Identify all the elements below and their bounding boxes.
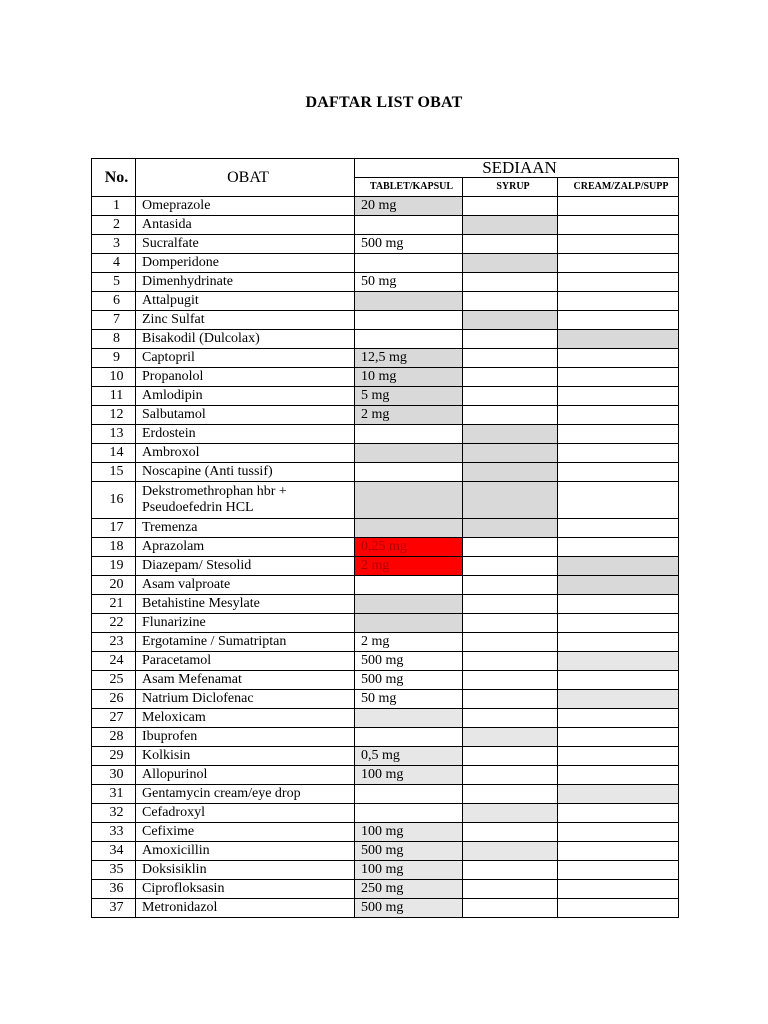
syrup-cell (463, 387, 558, 406)
table-row (92, 785, 679, 804)
drug-name: Zinc Sulfat (136, 311, 355, 330)
table-row (92, 519, 679, 538)
cream-zalp-supp-cell (558, 728, 679, 747)
table-row (92, 861, 679, 880)
table-row (92, 557, 679, 576)
drug-name: Attalpugit (136, 292, 355, 311)
table-row (92, 349, 679, 368)
row-number: 28 (92, 728, 136, 747)
row-number: 25 (92, 671, 136, 690)
cream-zalp-supp-cell (558, 538, 679, 557)
syrup-cell (463, 709, 558, 728)
cream-zalp-supp-cell (558, 766, 679, 785)
row-number: 23 (92, 633, 136, 652)
cream-zalp-supp-cell (558, 880, 679, 899)
tablet-kapsul-cell: 10 mg (355, 368, 463, 387)
cream-zalp-supp-cell (558, 406, 679, 425)
cream-zalp-supp-cell (558, 595, 679, 614)
drug-name: Asam valproate (136, 576, 355, 595)
drug-name: Dekstromethrophan hbr + Pseudoefedrin HCL (136, 482, 355, 519)
syrup-cell (463, 861, 558, 880)
cream-zalp-supp-cell (558, 463, 679, 482)
cream-zalp-supp-cell (558, 444, 679, 463)
table-row (92, 709, 679, 728)
tablet-kapsul-cell: 5 mg (355, 387, 463, 406)
syrup-cell (463, 747, 558, 766)
header-tablet-kapsul: TABLET/KAPSUL (355, 178, 463, 197)
cream-zalp-supp-cell (558, 842, 679, 861)
row-number: 7 (92, 311, 136, 330)
drug-name: Paracetamol (136, 652, 355, 671)
row-number: 12 (92, 406, 136, 425)
syrup-cell (463, 482, 558, 519)
drug-name: Amlodipin (136, 387, 355, 406)
table-header (92, 159, 679, 197)
row-number: 26 (92, 690, 136, 709)
cream-zalp-supp-cell (558, 557, 679, 576)
drug-name: Sucralfate (136, 235, 355, 254)
syrup-cell (463, 804, 558, 823)
tablet-kapsul-cell (355, 216, 463, 235)
drug-name: Cefadroxyl (136, 804, 355, 823)
row-number: 2 (92, 216, 136, 235)
syrup-cell (463, 557, 558, 576)
drug-name: Kolkisin (136, 747, 355, 766)
syrup-cell (463, 216, 558, 235)
tablet-kapsul-cell (355, 330, 463, 349)
row-number: 29 (92, 747, 136, 766)
table-body (92, 197, 679, 918)
row-number: 32 (92, 804, 136, 823)
drug-list-table (91, 158, 679, 918)
table-row (92, 728, 679, 747)
row-number: 36 (92, 880, 136, 899)
row-number: 22 (92, 614, 136, 633)
row-number: 27 (92, 709, 136, 728)
cream-zalp-supp-cell (558, 709, 679, 728)
row-number: 3 (92, 235, 136, 254)
table-row (92, 614, 679, 633)
syrup-cell (463, 273, 558, 292)
drug-name: Captopril (136, 349, 355, 368)
drug-name: Metronidazol (136, 899, 355, 918)
row-number: 17 (92, 519, 136, 538)
table-row (92, 671, 679, 690)
table-row (92, 633, 679, 652)
drug-name: Omeprazole (136, 197, 355, 216)
tablet-kapsul-cell (355, 576, 463, 595)
tablet-kapsul-cell (355, 254, 463, 273)
table-row (92, 254, 679, 273)
syrup-cell (463, 444, 558, 463)
drug-name: Tremenza (136, 519, 355, 538)
row-number: 34 (92, 842, 136, 861)
syrup-cell (463, 728, 558, 747)
syrup-cell (463, 823, 558, 842)
row-number: 31 (92, 785, 136, 804)
tablet-kapsul-cell (355, 463, 463, 482)
cream-zalp-supp-cell (558, 349, 679, 368)
drug-name: Dimenhydrinate (136, 273, 355, 292)
row-number: 19 (92, 557, 136, 576)
drug-name: Ergotamine / Sumatriptan (136, 633, 355, 652)
table-row (92, 899, 679, 918)
cream-zalp-supp-cell (558, 368, 679, 387)
row-number: 15 (92, 463, 136, 482)
cream-zalp-supp-cell (558, 254, 679, 273)
table-row (92, 747, 679, 766)
row-number: 14 (92, 444, 136, 463)
table-row (92, 368, 679, 387)
syrup-cell (463, 842, 558, 861)
syrup-cell (463, 311, 558, 330)
table-row (92, 482, 679, 519)
row-number: 5 (92, 273, 136, 292)
table-row (92, 216, 679, 235)
tablet-kapsul-cell: 50 mg (355, 690, 463, 709)
row-number: 20 (92, 576, 136, 595)
cream-zalp-supp-cell (558, 330, 679, 349)
tablet-kapsul-cell (355, 311, 463, 330)
table-row (92, 444, 679, 463)
drug-name: Antasida (136, 216, 355, 235)
cream-zalp-supp-cell (558, 519, 679, 538)
syrup-cell (463, 330, 558, 349)
drug-name: Domperidone (136, 254, 355, 273)
tablet-kapsul-cell: 100 mg (355, 823, 463, 842)
table-row (92, 235, 679, 254)
drug-name: Cefixime (136, 823, 355, 842)
cream-zalp-supp-cell (558, 804, 679, 823)
drug-name: Erdostein (136, 425, 355, 444)
cream-zalp-supp-cell (558, 387, 679, 406)
drug-name: Ibuprofen (136, 728, 355, 747)
cream-zalp-supp-cell (558, 482, 679, 519)
table-row (92, 273, 679, 292)
table-row (92, 595, 679, 614)
syrup-cell (463, 368, 558, 387)
drug-name: Ambroxol (136, 444, 355, 463)
header-syrup: SYRUP (463, 178, 558, 197)
row-number: 11 (92, 387, 136, 406)
cream-zalp-supp-cell (558, 576, 679, 595)
row-number: 16 (92, 482, 136, 519)
cream-zalp-supp-cell (558, 197, 679, 216)
drug-name: Salbutamol (136, 406, 355, 425)
table-row (92, 425, 679, 444)
cream-zalp-supp-cell (558, 633, 679, 652)
tablet-kapsul-cell: 100 mg (355, 766, 463, 785)
table-row (92, 538, 679, 557)
row-number: 13 (92, 425, 136, 444)
syrup-cell (463, 349, 558, 368)
syrup-cell (463, 235, 558, 254)
drug-name: Natrium Diclofenac (136, 690, 355, 709)
table-row (92, 766, 679, 785)
drug-name: Flunarizine (136, 614, 355, 633)
tablet-kapsul-cell (355, 425, 463, 444)
tablet-kapsul-cell: 0,5 mg (355, 747, 463, 766)
tablet-kapsul-cell (355, 728, 463, 747)
drug-name: Meloxicam (136, 709, 355, 728)
syrup-cell (463, 614, 558, 633)
table-row (92, 387, 679, 406)
drug-name: Diazepam/ Stesolid (136, 557, 355, 576)
syrup-cell (463, 463, 558, 482)
syrup-cell (463, 690, 558, 709)
syrup-cell (463, 576, 558, 595)
row-number: 1 (92, 197, 136, 216)
syrup-cell (463, 671, 558, 690)
table-row (92, 197, 679, 216)
row-number: 33 (92, 823, 136, 842)
syrup-cell (463, 595, 558, 614)
cream-zalp-supp-cell (558, 216, 679, 235)
tablet-kapsul-cell (355, 614, 463, 633)
row-number: 30 (92, 766, 136, 785)
cream-zalp-supp-cell (558, 425, 679, 444)
drug-name: Betahistine Mesylate (136, 595, 355, 614)
cream-zalp-supp-cell (558, 311, 679, 330)
tablet-kapsul-cell: 20 mg (355, 197, 463, 216)
header-row-top (92, 159, 679, 178)
tablet-kapsul-cell (355, 444, 463, 463)
tablet-kapsul-cell: 0,25 mg (355, 538, 463, 557)
drug-name: Doksisiklin (136, 861, 355, 880)
cream-zalp-supp-cell (558, 652, 679, 671)
tablet-kapsul-cell: 250 mg (355, 880, 463, 899)
cream-zalp-supp-cell (558, 690, 679, 709)
tablet-kapsul-cell: 2 mg (355, 633, 463, 652)
tablet-kapsul-cell (355, 519, 463, 538)
cream-zalp-supp-cell (558, 292, 679, 311)
row-number: 35 (92, 861, 136, 880)
drug-name: Asam Mefenamat (136, 671, 355, 690)
syrup-cell (463, 406, 558, 425)
drug-name: Noscapine (Anti tussif) (136, 463, 355, 482)
row-number: 8 (92, 330, 136, 349)
drug-name: Aprazolam (136, 538, 355, 557)
header-sediaan: SEDIAAN (355, 159, 679, 178)
table-row (92, 406, 679, 425)
tablet-kapsul-cell (355, 482, 463, 519)
tablet-kapsul-cell (355, 595, 463, 614)
document-title: DAFTAR LIST OBAT (305, 94, 463, 111)
cream-zalp-supp-cell (558, 823, 679, 842)
table-row (92, 842, 679, 861)
row-number: 21 (92, 595, 136, 614)
tablet-kapsul-cell: 500 mg (355, 652, 463, 671)
table-row (92, 330, 679, 349)
tablet-kapsul-cell (355, 709, 463, 728)
syrup-cell (463, 633, 558, 652)
table-row (92, 576, 679, 595)
table-row (92, 292, 679, 311)
cream-zalp-supp-cell (558, 671, 679, 690)
syrup-cell (463, 254, 558, 273)
drug-name: Ciprofloksasin (136, 880, 355, 899)
row-number: 4 (92, 254, 136, 273)
table-row (92, 311, 679, 330)
drug-name: Amoxicillin (136, 842, 355, 861)
syrup-cell (463, 519, 558, 538)
syrup-cell (463, 652, 558, 671)
cream-zalp-supp-cell (558, 235, 679, 254)
drug-name: Propanolol (136, 368, 355, 387)
table-row (92, 463, 679, 482)
drug-name: Bisakodil (Dulcolax) (136, 330, 355, 349)
table-row (92, 652, 679, 671)
drug-name: Gentamycin cream/eye drop (136, 785, 355, 804)
tablet-kapsul-cell (355, 785, 463, 804)
cream-zalp-supp-cell (558, 899, 679, 918)
tablet-kapsul-cell (355, 292, 463, 311)
row-number: 24 (92, 652, 136, 671)
row-number: 9 (92, 349, 136, 368)
table-row (92, 690, 679, 709)
syrup-cell (463, 292, 558, 311)
header-cream-zalp-supp: CREAM/ZALP/SUPP (558, 178, 679, 197)
syrup-cell (463, 785, 558, 804)
tablet-kapsul-cell: 500 mg (355, 842, 463, 861)
tablet-kapsul-cell: 12,5 mg (355, 349, 463, 368)
header-obat: OBAT (136, 159, 355, 197)
syrup-cell (463, 766, 558, 785)
syrup-cell (463, 880, 558, 899)
cream-zalp-supp-cell (558, 785, 679, 804)
tablet-kapsul-cell: 500 mg (355, 235, 463, 254)
tablet-kapsul-cell: 500 mg (355, 899, 463, 918)
row-number: 6 (92, 292, 136, 311)
row-number: 10 (92, 368, 136, 387)
tablet-kapsul-cell (355, 804, 463, 823)
cream-zalp-supp-cell (558, 747, 679, 766)
syrup-cell (463, 538, 558, 557)
drug-name: Allopurinol (136, 766, 355, 785)
tablet-kapsul-cell: 50 mg (355, 273, 463, 292)
header-no: No. (92, 159, 136, 197)
row-number: 18 (92, 538, 136, 557)
cream-zalp-supp-cell (558, 861, 679, 880)
tablet-kapsul-cell: 500 mg (355, 671, 463, 690)
syrup-cell (463, 899, 558, 918)
tablet-kapsul-cell: 100 mg (355, 861, 463, 880)
cream-zalp-supp-cell (558, 614, 679, 633)
table-row (92, 804, 679, 823)
row-number: 37 (92, 899, 136, 918)
cream-zalp-supp-cell (558, 273, 679, 292)
table-row (92, 823, 679, 842)
syrup-cell (463, 197, 558, 216)
tablet-kapsul-cell: 2 mg (355, 406, 463, 425)
table-row (92, 880, 679, 899)
tablet-kapsul-cell: 2 mg (355, 557, 463, 576)
syrup-cell (463, 425, 558, 444)
